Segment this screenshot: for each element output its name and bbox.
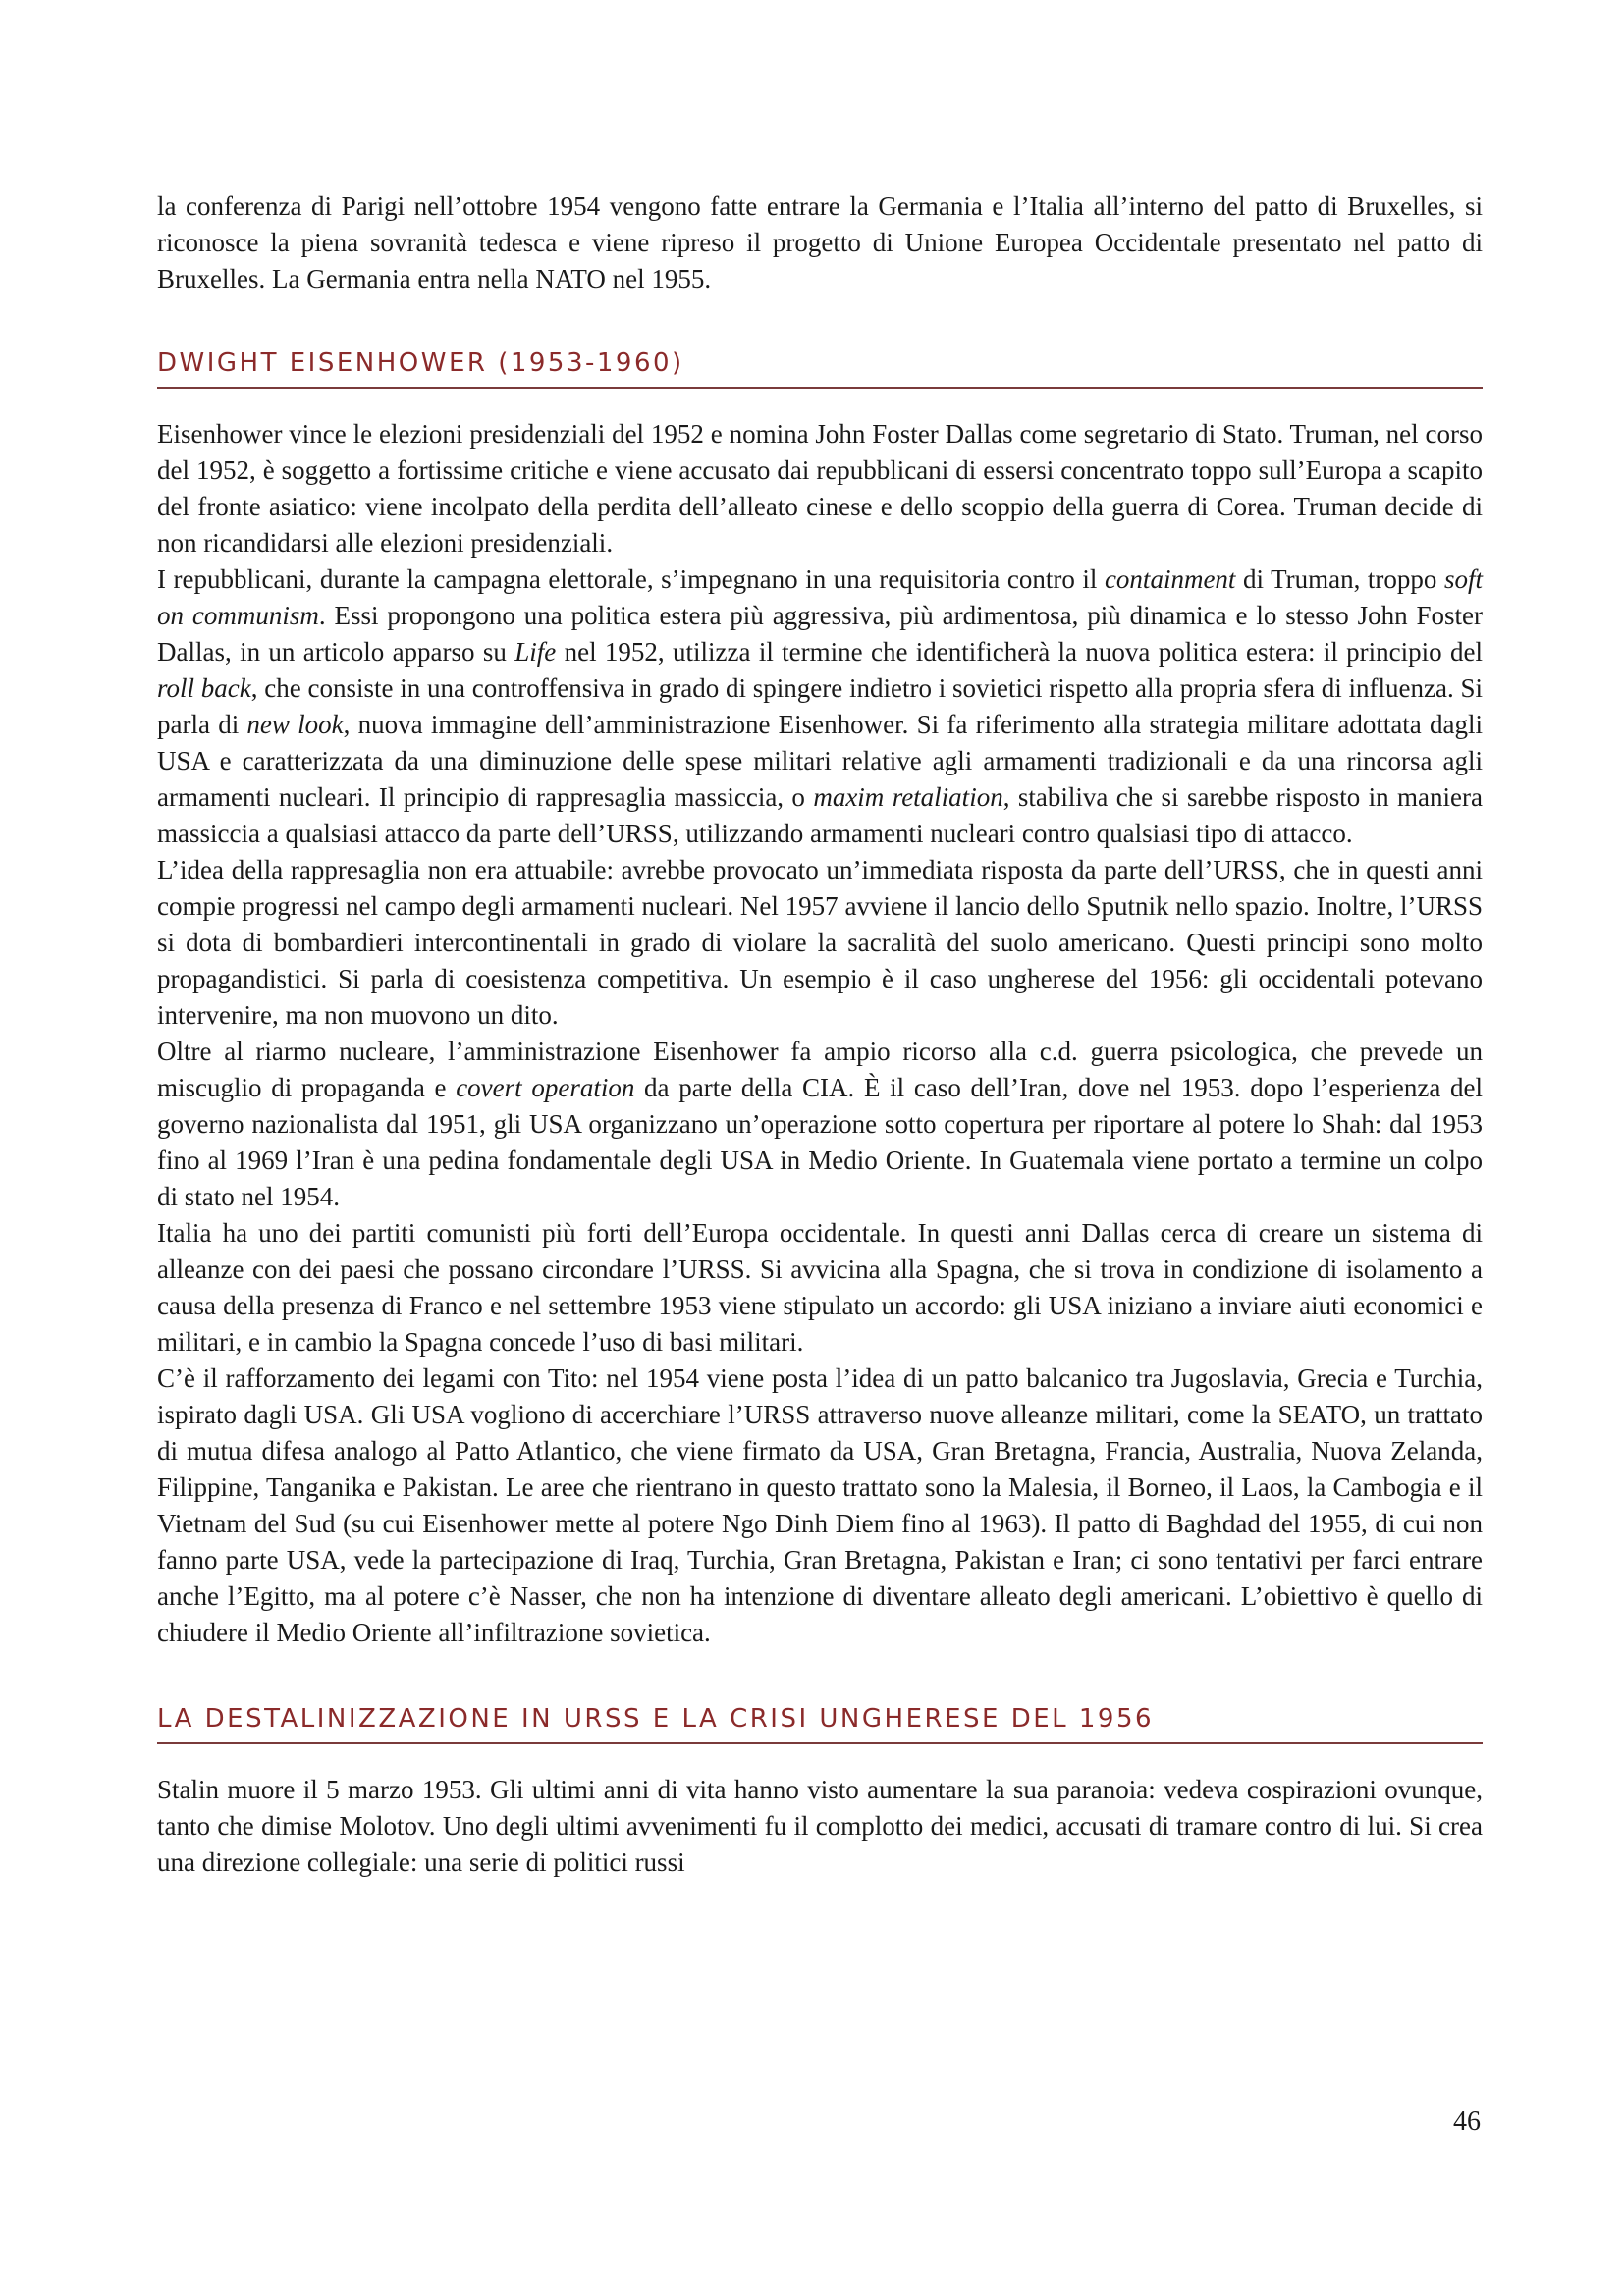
text-run: I repubblicani, durante la campagna elettorale, s’impegnano in una requisitoria contro il — [157, 564, 1105, 594]
text-run: , stabiliva che si sarebbe risposto in maniera massiccia a qualsiasi attacco da parte dell’URSS, utilizzando armamenti nucleari contro qualsiasi tipo di attacco. — [157, 782, 1483, 848]
text-run: da parte della CIA. È il caso dell’Iran, dove nel 1953. dopo l’esperienza del governo nazionalista dal 1951, gli USA organizzano un’operazione sotto copertura per riportare al potere lo Shah: dal 1953 fino al 1969 l’Iran è una pedina fondamentale degli USA in Medio Oriente. In Guatemala viene portato a termine un colpo di stato nel 1954. — [157, 1073, 1483, 1211]
term-soft-on-communism: soft on communism — [157, 564, 1483, 630]
document-page — [157, 188, 1483, 1881]
text-run: , che consiste in una controffensiva in grado di spingere indietro i sovietici rispetto alla propria sfera di influenza. Si parla di — [157, 673, 1483, 739]
paragraph-alliances-tito: C’è il rafforzamento dei legami con Tito: nel 1954 viene posta l’idea di un patto balcanico tra Jugoslavia, Grecia e Turchia, ispirato dagli USA. Gli USA vogliono di accerchiare l’URSS attraverso nuove alleanze militari, come la SEATO, un trattato di mutua difesa analogo al Patto Atlantico, che viene firmato da USA, Gran Bretagna, Francia, Australia, Nuova Zelanda, Filippine, Tanganika e Pakistan. Le aree che rientrano in questo trattato sono la Malesia, il Borneo, il Laos, la Cambogia e il Vietnam del Sud (su cui Eisenhower mette al potere Ngo Dinh Diem fino al 1963). Il patto di Baghdad del 1955, di cui non fanno parte USA, vede la partecipazione di Iraq, Turchia, Gran Bretagna, Pakistan e Iran; ci sono tentativi per farci entrare anche l’Egitto, ma al potere c’è Nasser, che non ha intenzione di diventare alleato degli americani. L’obiettivo è quello di chiudere il Medio Oriente all’infiltrazione sovietica. — [157, 1363, 1483, 1647]
section-heading-eisenhower: DWIGHT EISENHOWER (1953-1960) — [157, 347, 1483, 389]
term-containment: containment — [1104, 564, 1236, 594]
text-run: , nuova immagine dell’amministrazione Eisenhower. Si fa riferimento alla strategia militare adottata dagli USA e caratterizzata da una diminuzione delle spese militari relative agli armamenti tradizionali e da una rincorsa agli armamenti nucleari. Il principio di rappresaglia massiccia, o — [157, 710, 1484, 812]
section-heading-destalinization: LA DESTALINIZZAZIONE IN URSS E LA CRISI UNGHERESE DEL 1956 — [157, 1702, 1483, 1744]
paragraph-alliances-spain: Italia ha uno dei partiti comunisti più forti dell’Europa occidentale. In questi anni Dallas cerca di creare un sistema di alleanze con dei paesi che possano circondare l’URSS. Si avvicina alla Spagna, che si trova in condizione di isolamento a causa della presenza di Franco e nel settembre 1953 viene stipulato un accordo: gli USA iniziano a inviare aiuti economici e militari, e in cambio la Spagna concede l’uso di basi militari. — [157, 1218, 1483, 1357]
text-run: Oltre al riarmo nucleare, l’amministrazione Eisenhower fa ampio ricorso alla c.d. guerra psicologica, che prevede un miscuglio di propaganda e — [157, 1037, 1483, 1102]
paragraph-retaliation: L’idea della rappresaglia non era attuabile: avrebbe provocato un’immediata risposta da parte dell’URSS, che in questi anni compie progressi nel campo degli armamenti nucleari. Nel 1957 avviene il lancio dello Sputnik nello spazio. Inoltre, l’URSS si dota di bombardieri intercontinentali in grado di violare la sacralità del suolo americano. Questi principi sono molto propagandistici. Si parla di coesistenza competitiva. Un esempio è il caso ungherese del 1956: gli occidentali potevano intervenire, ma non muovono un dito. — [157, 855, 1483, 1030]
term-roll-back: roll back — [157, 673, 251, 703]
term-new-look: new look — [246, 710, 344, 739]
text-run: . Essi propongono una politica estera più aggressiva, più ardimentosa, più dinamica e lo stesso John Foster Dallas, in un articolo apparso su — [157, 601, 1483, 667]
paragraph-stalin-death: Stalin muore il 5 marzo 1953. Gli ultimi anni di vita hanno visto aumentare la sua paranoia: vedeva cospirazioni ovunque, tanto che dimise Molotov. Uno degli ultimi avvenimenti fu il complotto dei medici, accusati di tramare contro di lui. Si crea una direzione collegiale: una serie di politici russi — [157, 1775, 1483, 1877]
text-run: nel 1952, utilizza il termine che identificherà la nuova politica estera: il principio del — [556, 637, 1483, 667]
term-life: Life — [514, 637, 557, 667]
term-covert-operation: covert operation — [456, 1073, 635, 1102]
paragraph-psychological-war — [157, 1034, 1483, 1215]
paragraph-republicans-campaign — [157, 561, 1483, 852]
text-run: di Truman, troppo — [1235, 564, 1444, 594]
term-maxim-retaliation: maxim retaliation — [813, 782, 1003, 812]
paragraph-eisenhower-election: Eisenhower vince le elezioni presidenziali del 1952 e nomina John Foster Dallas come segretario di Stato. Truman, nel corso del 1952, è soggetto a fortissime critiche e viene accusato dai repubblicani di essersi concentrato toppo sull’Europa a scapito del fronte asiatico: viene incolpato della perdita dell’alleato cinese e dello scoppio della guerra di Corea. Truman decide di non ricandidarsi alle elezioni presidenziali. — [157, 419, 1483, 558]
intro-paragraph: la conferenza di Parigi nell’ottobre 1954 vengono fatte entrare la Germania e l’Italia all’interno del patto di Bruxelles, si riconosce la piena sovranità tedesca e viene ripreso il progetto di Unione Europea Occidentale presentato nel patto di Bruxelles. La Germania entra nella NATO nel 1955. — [157, 191, 1483, 294]
page-number: 46 — [1453, 2107, 1481, 2137]
